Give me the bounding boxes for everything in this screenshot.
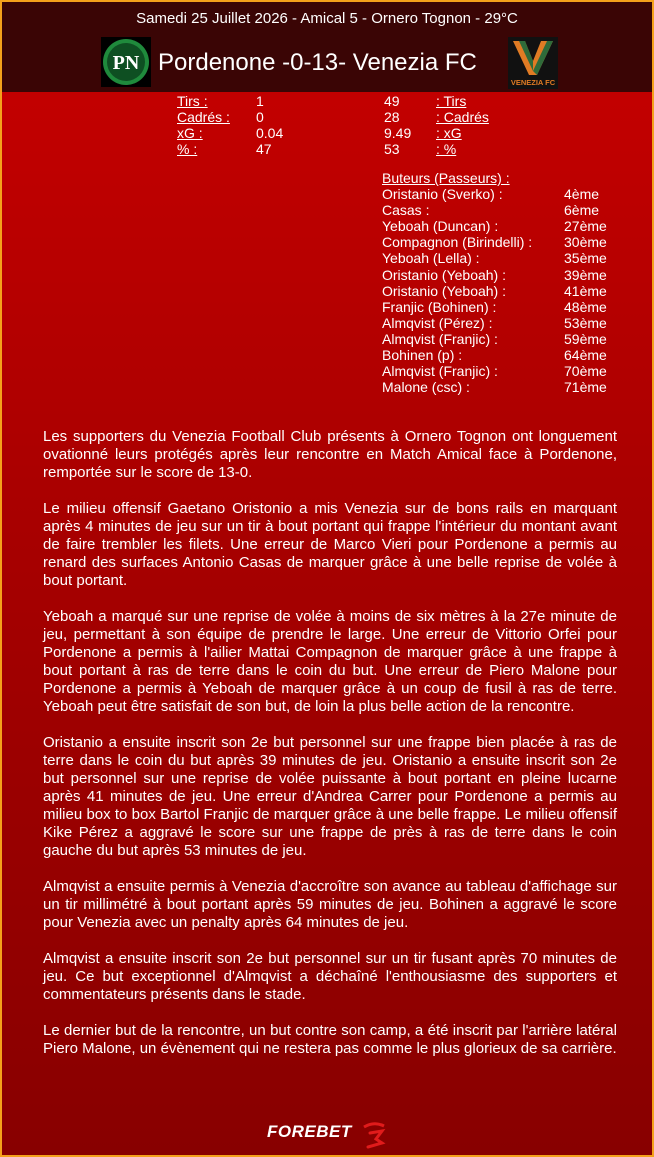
- stat-label-right: : Cadrés: [436, 109, 489, 125]
- scorer-name: Oristanio (Yeboah) :: [382, 266, 506, 283]
- report-paragraph: Les supporters du Venezia Football Club présents à Ornero Tognon ont longuement ovationné leurs protégés après leur rencontre en Match Amical face à Pordenone, remportée sur le score de 13-0.: [43, 428, 617, 481]
- away-logo-text: VENEZIA FC: [510, 78, 556, 87]
- scorer-minute: 71ème: [564, 379, 607, 396]
- stat-home-value: 1: [256, 93, 264, 109]
- stat-label-right: : %: [436, 141, 457, 157]
- scorer-row: [382, 250, 642, 266]
- scorer-minute: 64ème: [564, 347, 607, 364]
- stat-label-left: xG :: [177, 125, 203, 141]
- stat-label-right: : xG: [436, 125, 462, 141]
- scorer-row: [382, 331, 642, 347]
- scorers-title: Buteurs (Passeurs) :: [382, 170, 510, 186]
- stat-away-value: 49: [384, 93, 400, 109]
- stat-home-value: 0.04: [256, 125, 284, 141]
- scorer-minute: 35ème: [564, 250, 607, 267]
- scorer-row: [382, 218, 642, 234]
- scorer-minute: 6ème: [564, 202, 600, 219]
- scorer-minute: 39ème: [564, 266, 607, 283]
- scoreline: Pordenone -0-13- Venezia FC: [158, 49, 477, 76]
- report-paragraph: Oristanio a ensuite inscrit son 2e but personnel sur une frappe bien placée à ras de terre dans le coin du but après 39 minutes de jeu. Oristanio a ensuite inscrit son 2e but personnel sur une reprise de volée puissante à bout portant en pleine lucarne après 41 minutes de jeu. Une erreur d'Andrea Carrer pour Pordenone a permis au milieu box to box Bartol Franjic de marquer grâce à une belle frappe. Le milieu offensif Kike Pérez a aggravé le score sur une frappe de près à ras de terre dans le coin gauche du but après 53 minutes de jeu.: [43, 734, 617, 859]
- scorer-name: Almqvist (Franjic) :: [382, 330, 498, 347]
- scorer-name: Compagnon (Birindelli) :: [382, 234, 533, 251]
- match-header: [2, 2, 652, 92]
- scorer-name: Oristanio (Sverko) :: [382, 186, 503, 203]
- scorer-row: [382, 267, 642, 283]
- scorer-name: Almqvist (Franjic) :: [382, 363, 498, 380]
- scorer-row: [382, 363, 642, 379]
- scorer-row: [382, 186, 642, 202]
- scorer-row: [382, 379, 642, 395]
- scorer-minute: 53ème: [564, 314, 607, 331]
- scorer-row: [382, 283, 642, 299]
- scorer-name: Yeboah (Lella) :: [382, 250, 480, 267]
- scorer-name: Almqvist (Pérez) :: [382, 314, 493, 331]
- scorer-name: Bohinen (p) :: [382, 347, 463, 364]
- report-paragraph: Le milieu offensif Gaetano Oristonio a mis Venezia sur de bons rails en marquant après 4 minutes de jeu sur un tir à bout portant qui frappe l'intérieur du montant avant de faire trembler les filets. Une erreur de Marco Vieri pour Pordenone a permis au renard des surfaces Antonio Casas de marquer grâce à une belle reprise de volée à bout portant.: [43, 500, 617, 589]
- report-paragraph: Almqvist a ensuite inscrit son 2e but personnel sur un tir fusant après 70 minutes de jeu. Ce but exceptionnel d'Almqvist a déchaîné l'enthousiasme des supporters et commentateurs présents dans le stade.: [43, 950, 617, 1003]
- home-logo-letters: PN: [112, 52, 140, 74]
- report-paragraph: Le dernier but de la rencontre, un but contre son camp, a été inscrit par l'arrière latéral Piero Malone, un évènement qui ne restera pas comme le plus glorieux de sa carrière.: [43, 1022, 617, 1057]
- stat-label-right: : Tirs: [436, 93, 467, 109]
- stat-home-value: 0: [256, 109, 264, 125]
- stat-away-value: 9.49: [384, 125, 412, 141]
- pordenone-logo-icon: [101, 37, 151, 87]
- scorer-name: Yeboah (Duncan) :: [382, 218, 499, 235]
- stat-label-left: Tirs :: [177, 93, 208, 109]
- scorer-minute: 4ème: [564, 186, 600, 203]
- report-paragraph: Yeboah a marqué sur une reprise de volée à moins de six mètres à la 27e minute de jeu, permettant à son équipe de prendre le large. Une erreur de Vittorio Orfei pour Pordenone a permis à l'ailier Mattai Compagnon de marquer grâce à une frappe à bout portant à ras de terre dans le coin du but. Une erreur de Piero Malone pour Pordenone a permis à Yeboah de marquer grâce à un coup de fusil à ras de terre. Yeboah peut être satisfait de son but, de loin la plus belle action de la rencontre.: [43, 608, 617, 715]
- scorer-row: [382, 347, 642, 363]
- scorers-list: [382, 170, 642, 395]
- venezia-logo-icon: [508, 37, 558, 89]
- scorer-minute: 30ème: [564, 234, 607, 251]
- scorer-name: Malone (csc) :: [382, 379, 470, 396]
- scorer-minute: 41ème: [564, 282, 607, 299]
- report-paragraph: Almqvist a ensuite permis à Venezia d'accroître son avance au tableau d'affichage sur un tir millimétré à bout portant après 59 minutes de jeu. Bohinen a aggravé le score pour Venezia avec un penalty après 64 minutes de jeu.: [43, 878, 617, 931]
- stat-label-left: Cadrés :: [177, 109, 230, 125]
- match-report: [43, 428, 617, 1076]
- scorer-minute: 27ème: [564, 218, 607, 235]
- scorer-name: Franjic (Bohinen) :: [382, 298, 497, 315]
- scorer-name: Casas :: [382, 202, 430, 219]
- scorer-minute: 59ème: [564, 330, 607, 347]
- scorer-minute: 48ème: [564, 298, 607, 315]
- stat-label-left: % :: [177, 141, 198, 157]
- scorer-row: [382, 299, 642, 315]
- stat-home-value: 47: [256, 141, 272, 157]
- scorer-minute: 70ème: [564, 363, 607, 380]
- forebet-logo-icon: [360, 1121, 390, 1149]
- scorer-name: Oristanio (Yeboah) :: [382, 282, 506, 299]
- scorer-row: [382, 315, 642, 331]
- forebet-brand: FOREBET: [267, 1122, 352, 1141]
- stat-away-value: 53: [384, 141, 400, 157]
- stat-away-value: 28: [384, 109, 400, 125]
- scorer-row: [382, 234, 642, 250]
- scorer-row: [382, 202, 642, 218]
- match-info-line: Samedi 25 Juillet 2026 - Amical 5 - Ornero Tognon - 29°C: [136, 10, 518, 27]
